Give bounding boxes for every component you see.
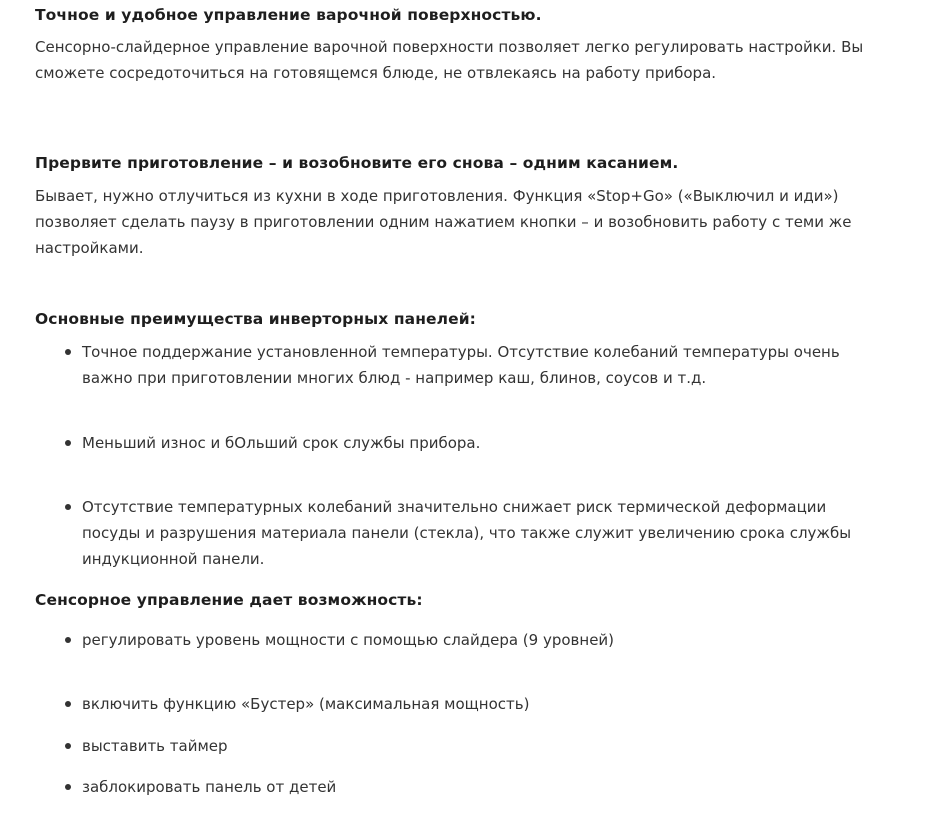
section-heading-inverter-advantages: Основные преимущества инверторных панелей: (35, 310, 476, 328)
bullet-icon (65, 504, 71, 510)
bullet-icon (65, 349, 71, 355)
list-item-text: Меньший износ и бОльший срок службы прибора. (82, 434, 481, 452)
list-item-text: включить функцию «Бустер» (максимальная мощность) (82, 695, 530, 713)
section-text-precise-control: Сенсорно-слайдерное управление варочной поверхности позволяет легко регулировать настройки. Вы сможете сосредоточиться на готовящемся блюде, не отвлекаясь на работу прибора. (35, 38, 864, 82)
section-text-stop-go: Бывает, нужно отлучиться из кухни в ходе приготовления. Функция «Stop+Go» («Выключил и иди») позволяет сделать паузу в приготовлении одним нажатием кнопки – и возобновить работу с теми же настройками. (35, 187, 852, 257)
list-item-text: Точное поддержание установленной температуры. Отсутствие колебаний температуры очень важно при приготовлении многих блюд - например каш, блинов, соусов и т.д. (82, 343, 840, 387)
bullet-icon (65, 784, 71, 790)
list-item-text: Отсутствие температурных колебаний значительно снижает риск термической деформации посуды и разрушения материала панели (стекла), что также служит увеличению срока службы индукционной панели. (82, 498, 852, 568)
bullet-icon (65, 701, 71, 707)
list-item-text: выставить таймер (82, 737, 228, 755)
list-item-text: регулировать уровень мощности с помощью слайдера (9 уровней) (82, 631, 615, 649)
bullet-icon (65, 440, 71, 446)
section-heading-touch-control: Сенсорное управление дает возможность: (35, 591, 423, 609)
bullet-icon (65, 637, 71, 643)
section-heading-precise-control: Точное и удобное управление варочной поверхностью. (35, 6, 542, 24)
bullet-icon (65, 743, 71, 749)
section-heading-stop-go: Прервите приготовление – и возобновите его снова – одним касанием. (35, 154, 679, 172)
list-item-text: заблокировать панель от детей (82, 778, 337, 796)
